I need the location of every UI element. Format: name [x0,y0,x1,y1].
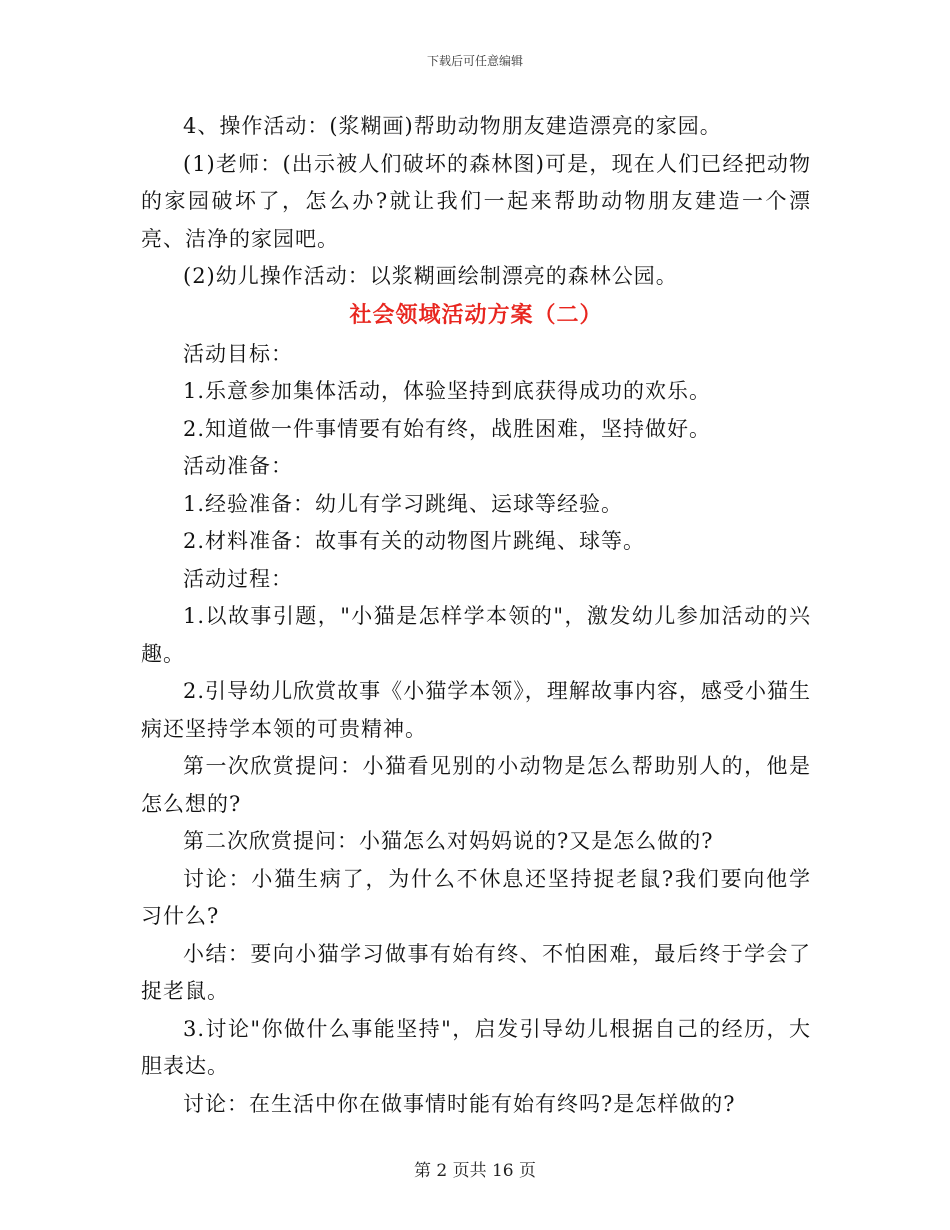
section-title: 社会领域活动方案（二） [349,302,603,328]
paragraph-process-1: 1.以故事引题，"小猫是怎样学本领的"，激发幼儿参加活动的兴趣。 [141,604,811,666]
paragraph-summary: 小结：要向小猫学习做事有始有终、不怕困难，最后终于学会了捉老鼠。 [141,941,811,1003]
paragraph-process-2: 2.引导幼儿欣赏故事《小猫学本领》，理解故事内容，感受小猫生病还坚持学本领的可贵精神。 [141,679,811,741]
paragraph-goal-2: 2.知道做一件事情要有始有终，战胜困难，坚持做好。 [183,416,712,441]
paragraph-second-question: 第二次欣赏提问：小猫怎么对妈妈说的?又是怎么做的? [183,829,714,853]
paragraph-goals-heading: 活动目标： [183,341,293,366]
paragraph-goal-1: 1.乐意参加集体活动，体验坚持到底获得成功的欢乐。 [183,379,712,403]
page-header: 下载后可任意编辑 [426,54,523,68]
page-footer: 第 2 页共 16 页 [413,1161,537,1181]
paragraph-child-activity: (2)幼儿操作活动：以浆糊画绘制漂亮的森林公园。 [183,264,678,288]
paragraph-discussion-1: 讨论：小猫生病了，为什么不休息还坚持捉老鼠?我们要向他学习什么? [141,866,811,928]
document-body [141,108,811,1123]
paragraph-first-question: 第一次欣赏提问：小猫看见别的小动物是怎么帮助别人的，他是怎么想的? [141,754,811,816]
paragraph-teacher-dialogue: (1)老师：(出示被人们破坏的森林图)可是，现在人们已经把动物的家园破坏了，怎么办?就让我们一起来帮助动物朋友建造一个漂亮、洁净的家园吧。 [141,151,811,251]
paragraph-prep-1: 1.经验准备：幼儿有学习跳绳、运球等经验。 [183,491,624,516]
paragraph-discussion-2: 讨论：在生活中你在做事情时能有始有终吗?是怎样做的? [183,1091,736,1116]
paragraph-process-3: 3.讨论"你做什么事能坚持"，启发引导幼儿根据自己的经历，大胆表达。 [141,1016,811,1078]
paragraph-prep-2: 2.材料准备：故事有关的动物图片跳绳、球等。 [183,529,646,553]
paragraph-prep-heading: 活动准备： [183,454,293,478]
paragraph-operation-activity: 4、操作活动：(浆糊画)帮助动物朋友建造漂亮的家园。 [183,114,722,138]
paragraph-process-heading: 活动过程： [183,566,293,591]
